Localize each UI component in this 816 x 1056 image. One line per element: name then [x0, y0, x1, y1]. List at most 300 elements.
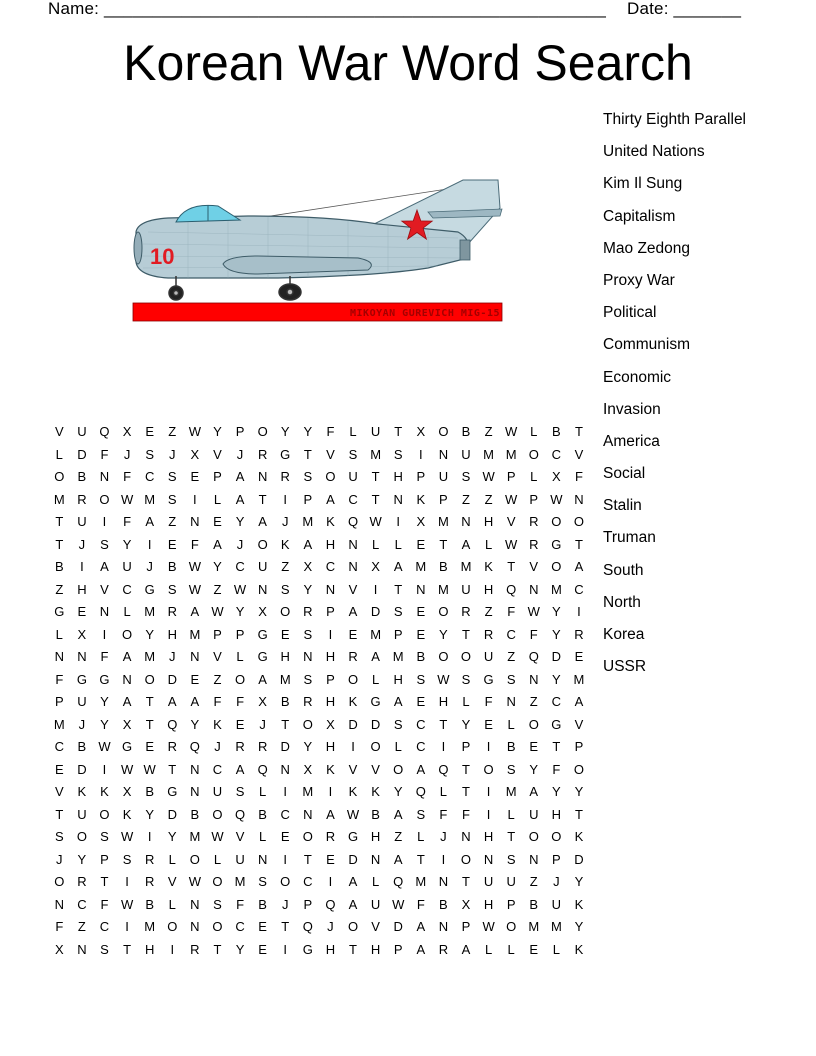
grid-letter: N — [348, 559, 358, 574]
grid-letter: Y — [100, 716, 109, 732]
grid-letter: E — [54, 761, 64, 777]
grid-letter: A — [167, 694, 177, 709]
grid-letter: C — [348, 491, 358, 507]
grid-letter: L — [236, 649, 244, 664]
grid-letter: P — [552, 851, 561, 867]
grid-letter: X — [54, 941, 64, 957]
grid-letter: G — [280, 446, 291, 462]
grid-letter: E — [258, 919, 267, 934]
grid-letter: K — [122, 806, 132, 822]
grid-letter: U — [77, 694, 87, 709]
grid-letter: Y — [235, 941, 245, 957]
grid-letter: A — [258, 671, 267, 687]
grid-letter: N — [122, 671, 132, 687]
grid-letter: Z — [529, 874, 538, 889]
grid-letter: A — [393, 694, 403, 709]
word-list-item: Truman — [603, 529, 656, 547]
grid-letter: O — [460, 851, 472, 867]
grid-letter: N — [438, 446, 449, 462]
grid-letter: C — [235, 559, 245, 574]
grid-letter: O — [438, 424, 449, 439]
grid-letter: Z — [168, 424, 177, 439]
grid-row — [48, 826, 592, 849]
grid-letter: K — [574, 896, 584, 912]
grid-letter: K — [348, 694, 358, 709]
grid-letter: A — [235, 469, 245, 484]
grid-letter: T — [574, 536, 583, 552]
grid-letter: C — [416, 739, 426, 754]
grid-letter: A — [574, 559, 584, 574]
grid-letter: L — [349, 424, 357, 439]
grid-letter: I — [283, 851, 288, 867]
grid-letter: C — [574, 581, 584, 597]
grid-letter: Y — [100, 694, 109, 709]
grid-letter: T — [462, 784, 470, 799]
grid-letter: V — [371, 761, 380, 777]
grid-letter: J — [78, 536, 86, 552]
grid-letter: F — [55, 671, 64, 687]
word-list-item: United Nations — [603, 143, 705, 161]
grid-letter: N — [370, 851, 381, 867]
grid-letter: Y — [574, 784, 584, 799]
grid-letter: L — [484, 536, 493, 552]
grid-letter: I — [283, 784, 288, 799]
grid-letter: I — [125, 874, 129, 889]
grid-letter: I — [441, 851, 446, 867]
grid-letter: I — [577, 604, 581, 619]
grid-letter: C — [303, 874, 313, 889]
grid-letter: W — [482, 919, 495, 934]
grid-letter: S — [416, 671, 426, 687]
grid-letter: O — [551, 559, 562, 574]
grid-letter: O — [528, 446, 539, 462]
grid-letter: A — [213, 536, 222, 552]
grid-letter: M — [302, 784, 314, 799]
grid-letter: S — [258, 874, 267, 889]
grid-letter: B — [371, 806, 380, 822]
grid-letter: E — [280, 829, 290, 844]
grid-letter: O — [302, 829, 313, 844]
grid-letter: C — [280, 806, 290, 822]
grid-letter: G — [370, 694, 381, 709]
grid-letter: I — [328, 784, 333, 799]
grid-letter: X — [122, 784, 132, 799]
grid-letter: W — [233, 581, 247, 597]
grid-letter: L — [417, 829, 425, 844]
grid-letter: Q — [302, 919, 313, 934]
grid-letter: E — [190, 671, 200, 687]
grid-letter: Q — [347, 514, 359, 529]
grid-letter: Y — [190, 716, 200, 732]
grid-letter: L — [439, 784, 447, 799]
word-list-item: Proxy War — [603, 271, 675, 289]
grid-letter: L — [259, 784, 267, 799]
grid-letter: B — [506, 739, 516, 754]
grid-letter: J — [169, 649, 176, 664]
grid-letter: S — [348, 446, 358, 462]
grid-letter: S — [416, 806, 426, 822]
grid-letter: P — [326, 604, 335, 619]
grid-letter: Z — [484, 424, 493, 439]
grid-letter: R — [438, 941, 449, 957]
grid-letter: Z — [281, 559, 290, 574]
grid-letter: L — [259, 829, 267, 844]
grid-letter: T — [371, 491, 380, 507]
grid-letter: T — [394, 581, 403, 597]
grid-letter: D — [167, 806, 177, 822]
grid-letter: S — [303, 626, 313, 642]
grid-letter: E — [280, 626, 290, 642]
grid-row — [48, 894, 592, 917]
grid-letter: W — [527, 604, 540, 619]
grid-letter: B — [461, 424, 471, 439]
grid-letter: O — [573, 514, 585, 529]
grid-letter: S — [506, 851, 516, 867]
grid-letter: M — [437, 581, 449, 597]
grid-letter: T — [281, 919, 290, 934]
grid-letter: F — [236, 896, 245, 912]
grid-letter: W — [120, 761, 134, 777]
grid-letter: D — [77, 761, 87, 777]
grid-letter: N — [303, 806, 313, 822]
grid-letter: G — [257, 649, 268, 664]
word-list-item: USSR — [603, 658, 647, 676]
grid-letter: T — [462, 874, 470, 889]
grid-letter: U — [348, 469, 358, 484]
grid-letter: D — [370, 716, 381, 732]
word-list-item: Korea — [603, 626, 645, 643]
grid-letter: W — [550, 491, 563, 507]
grid-letter: N — [190, 514, 200, 529]
grid-letter: P — [100, 851, 109, 867]
grid-letter: J — [78, 716, 86, 732]
grid-letter: A — [416, 941, 426, 957]
grid-letter: P — [235, 424, 245, 439]
grid-letter: H — [280, 649, 290, 664]
grid-letter: Y — [552, 626, 561, 642]
grid-letter: I — [193, 491, 197, 507]
grid-letter: D — [348, 716, 358, 732]
grid-letter: L — [55, 626, 63, 642]
grid-letter: A — [416, 919, 426, 934]
grid-letter: W — [143, 761, 156, 777]
grid-letter: V — [371, 919, 380, 934]
grid-letter: U — [483, 874, 494, 889]
grid-letter: N — [461, 514, 471, 529]
grid-letter: M — [505, 784, 517, 799]
grid-letter: I — [80, 559, 84, 574]
grid-letter: R — [257, 446, 268, 462]
grid-letter: N — [416, 581, 426, 597]
grid-letter: U — [257, 559, 268, 574]
grid-letter: N — [438, 874, 449, 889]
grid-letter: A — [190, 694, 200, 709]
grid-letter: M — [528, 919, 540, 934]
grid-letter: A — [393, 559, 403, 574]
grid-letter: F — [416, 896, 425, 912]
grid-letter: S — [506, 761, 516, 777]
grid-letter: K — [484, 559, 493, 574]
grid-letter: O — [393, 761, 404, 777]
grid-letter: S — [100, 941, 109, 957]
grid-letter: X — [258, 604, 267, 619]
word-list-item: Thirty Eighth Parallel — [603, 111, 747, 128]
grid-letter: R — [303, 694, 313, 709]
grid-letter: M — [573, 671, 585, 687]
grid-letter: T — [281, 716, 290, 732]
grid-letter: X — [122, 424, 132, 439]
grid-letter: V — [213, 649, 222, 664]
grid-letter: M — [53, 716, 65, 732]
grid-letter: D — [551, 649, 562, 664]
grid-letter: M — [234, 874, 246, 889]
grid-letter: E — [326, 851, 335, 867]
grid-letter: Q — [325, 896, 336, 912]
grid-letter: H — [483, 514, 494, 529]
grid-letter: Y — [574, 874, 584, 889]
grid-letter: X — [303, 761, 313, 777]
grid-letter: V — [100, 581, 109, 597]
grid-letter: A — [393, 806, 403, 822]
grid-letter: J — [123, 446, 131, 462]
grid-letter: E — [77, 604, 87, 619]
grid-row — [48, 759, 592, 782]
grid-letter: F — [100, 896, 109, 912]
grid-letter: W — [392, 896, 405, 912]
grid-letter: Y — [145, 806, 154, 822]
grid-letter: C — [551, 446, 562, 462]
grid-letter: X — [416, 514, 426, 529]
grid-letter: C — [416, 716, 426, 732]
grid-letter: O — [212, 919, 223, 934]
word-list-item: America — [603, 432, 660, 450]
grid-letter: N — [438, 919, 449, 934]
grid-letter: Y — [529, 761, 539, 777]
grid-letter: Y — [552, 671, 561, 687]
grid-letter: L — [530, 469, 538, 484]
grid-letter: I — [283, 491, 288, 507]
grid-letter: Y — [552, 784, 561, 799]
grid-letter: T — [55, 536, 64, 552]
grid-letter: I — [125, 919, 129, 934]
grid-letter: G — [347, 829, 359, 844]
grid-letter: N — [280, 761, 290, 777]
grid-letter: O — [438, 604, 449, 619]
grid-letter: Y — [439, 626, 448, 642]
grid-letter: D — [393, 919, 403, 934]
grid-letter: U — [461, 446, 471, 462]
grid-letter: X — [77, 626, 87, 642]
grid-row — [48, 871, 592, 894]
grid-letter: C — [325, 559, 336, 574]
grid-letter: P — [213, 626, 222, 642]
grid-letter: P — [303, 896, 313, 912]
grid-letter: R — [190, 941, 200, 957]
grid-letter: P — [54, 694, 64, 709]
grid-letter: E — [213, 514, 222, 529]
grid-letter: N — [529, 671, 539, 687]
grid-letter: Y — [122, 536, 132, 552]
name-field[interactable]: Name: ____________________________________________________ — [48, 0, 607, 18]
grid-letter: C — [122, 581, 132, 597]
grid-letter: A — [326, 491, 335, 507]
grid-letter: G — [167, 784, 178, 799]
grid-letter: V — [348, 581, 358, 597]
word-list-item: Capitalism — [603, 207, 676, 225]
grid-letter: P — [574, 739, 584, 754]
grid-letter: O — [551, 514, 562, 529]
grid-letter: V — [54, 424, 64, 439]
grid-letter: Y — [303, 739, 313, 754]
grid-letter: N — [54, 649, 64, 664]
grid-letter: O — [212, 806, 223, 822]
grid-letter: M — [53, 491, 65, 507]
word-list-item: Communism — [603, 336, 690, 354]
grid-letter: N — [483, 851, 494, 867]
page-title: Korean War Word Search — [123, 35, 693, 91]
grid-letter: O — [347, 919, 359, 934]
grid-letter: E — [167, 536, 177, 552]
grid-letter: S — [122, 851, 132, 867]
jet-landing-gear — [169, 276, 301, 300]
grid-letter: O — [76, 829, 87, 844]
grid-letter: Q — [99, 424, 110, 439]
grid-letter: T — [552, 739, 561, 754]
grid-letter: D — [348, 851, 358, 867]
grid-letter: O — [506, 919, 517, 934]
grid-letter: T — [145, 716, 154, 732]
grid-row — [48, 511, 592, 534]
grid-letter: R — [280, 469, 290, 484]
date-field[interactable]: Date: _______ — [627, 0, 742, 18]
grid-letter: O — [99, 806, 110, 822]
grid-row — [48, 534, 592, 557]
grid-letter: R — [77, 874, 87, 889]
grid-letter: L — [371, 671, 380, 687]
grid-letter: H — [325, 536, 336, 552]
grid-letter: V — [574, 716, 584, 732]
grid-letter: N — [461, 829, 471, 844]
grid-letter: E — [416, 604, 426, 619]
grid-letter: Y — [213, 424, 222, 439]
grid-letter: A — [326, 806, 335, 822]
grid-letter: O — [257, 536, 268, 552]
grid-letter: B — [439, 559, 448, 574]
grid-letter: T — [213, 941, 222, 957]
grid-letter: E — [529, 739, 539, 754]
grid-letter: W — [369, 514, 382, 529]
grid-letter: G — [551, 536, 562, 552]
grid-letter: F — [55, 919, 64, 934]
grid-letter: N — [190, 761, 200, 777]
grid-letter: G — [257, 626, 268, 642]
grid-letter: T — [462, 761, 470, 777]
grid-letter: J — [281, 896, 289, 912]
grid-letter: T — [394, 424, 403, 439]
grid-letter: T — [574, 806, 583, 822]
grid-letter: H — [325, 694, 336, 709]
grid-letter: E — [348, 626, 358, 642]
grid-letter: V — [529, 559, 539, 574]
grid-letter: Z — [529, 694, 538, 709]
grid-letter: P — [326, 671, 335, 687]
grid-letter: M — [189, 626, 201, 642]
grid-letter: N — [393, 491, 403, 507]
grid-letter: O — [189, 851, 200, 867]
grid-letter: F — [507, 604, 516, 619]
grid-letter: V — [235, 829, 245, 844]
grid-letter: K — [574, 829, 584, 844]
grid-row — [48, 444, 592, 467]
grid-letter: I — [373, 581, 378, 597]
grid-letter: D — [77, 446, 87, 462]
grid-letter: T — [168, 761, 177, 777]
grid-letter: F — [552, 761, 561, 777]
grid-letter: Z — [462, 491, 470, 507]
grid-letter: P — [461, 919, 471, 934]
grid-letter: I — [147, 829, 152, 844]
grid-letter: M — [392, 649, 404, 664]
grid-letter: S — [393, 446, 403, 462]
grid-letter: R — [483, 626, 494, 642]
grid-letter: F — [100, 446, 109, 462]
grid-letter: M — [460, 559, 472, 574]
grid-letter: N — [190, 784, 200, 799]
grid-letter: F — [326, 424, 335, 439]
grid-letter: F — [190, 536, 199, 552]
grid-letter: I — [351, 739, 355, 754]
word-list-item: Social — [603, 465, 646, 483]
grid-letter: J — [146, 559, 153, 574]
grid-letter: O — [234, 671, 246, 687]
grid-letter: V — [326, 446, 335, 462]
grid-letter: N — [190, 896, 200, 912]
grid-letter: T — [439, 716, 448, 732]
grid-letter: E — [145, 739, 154, 754]
grid-letter: E — [190, 469, 200, 484]
grid-letter: U — [370, 896, 381, 912]
grid-letter: I — [283, 941, 288, 957]
grid-letter: G — [302, 941, 313, 957]
grid-letter: G — [122, 739, 133, 754]
grid-letter: F — [236, 694, 245, 709]
grid-letter: G — [551, 716, 562, 732]
grid-letter: I — [418, 446, 423, 462]
grid-letter: N — [77, 649, 87, 664]
grid-letter: S — [100, 536, 109, 552]
grid-letter: I — [170, 941, 175, 957]
grid-letter: L — [462, 694, 470, 709]
grid-letter: U — [77, 514, 87, 529]
grid-letter: I — [396, 514, 401, 529]
grid-letter: U — [235, 851, 245, 867]
grid-letter: T — [507, 559, 516, 574]
grid-letter: A — [190, 604, 200, 619]
grid-letter: X — [371, 559, 380, 574]
grid-letter: X — [303, 559, 313, 574]
grid-letter: C — [144, 469, 155, 484]
grid-letter: L — [552, 941, 560, 957]
grid-letter: D — [167, 671, 177, 687]
grid-letter: L — [371, 874, 380, 889]
grid-letter: H — [325, 739, 336, 754]
grid-letter: P — [529, 491, 539, 507]
grid-row — [48, 691, 592, 714]
grid-letter: A — [145, 514, 154, 529]
grid-letter: W — [437, 671, 450, 687]
grid-letter: M — [144, 649, 156, 664]
grid-letter: T — [371, 469, 380, 484]
